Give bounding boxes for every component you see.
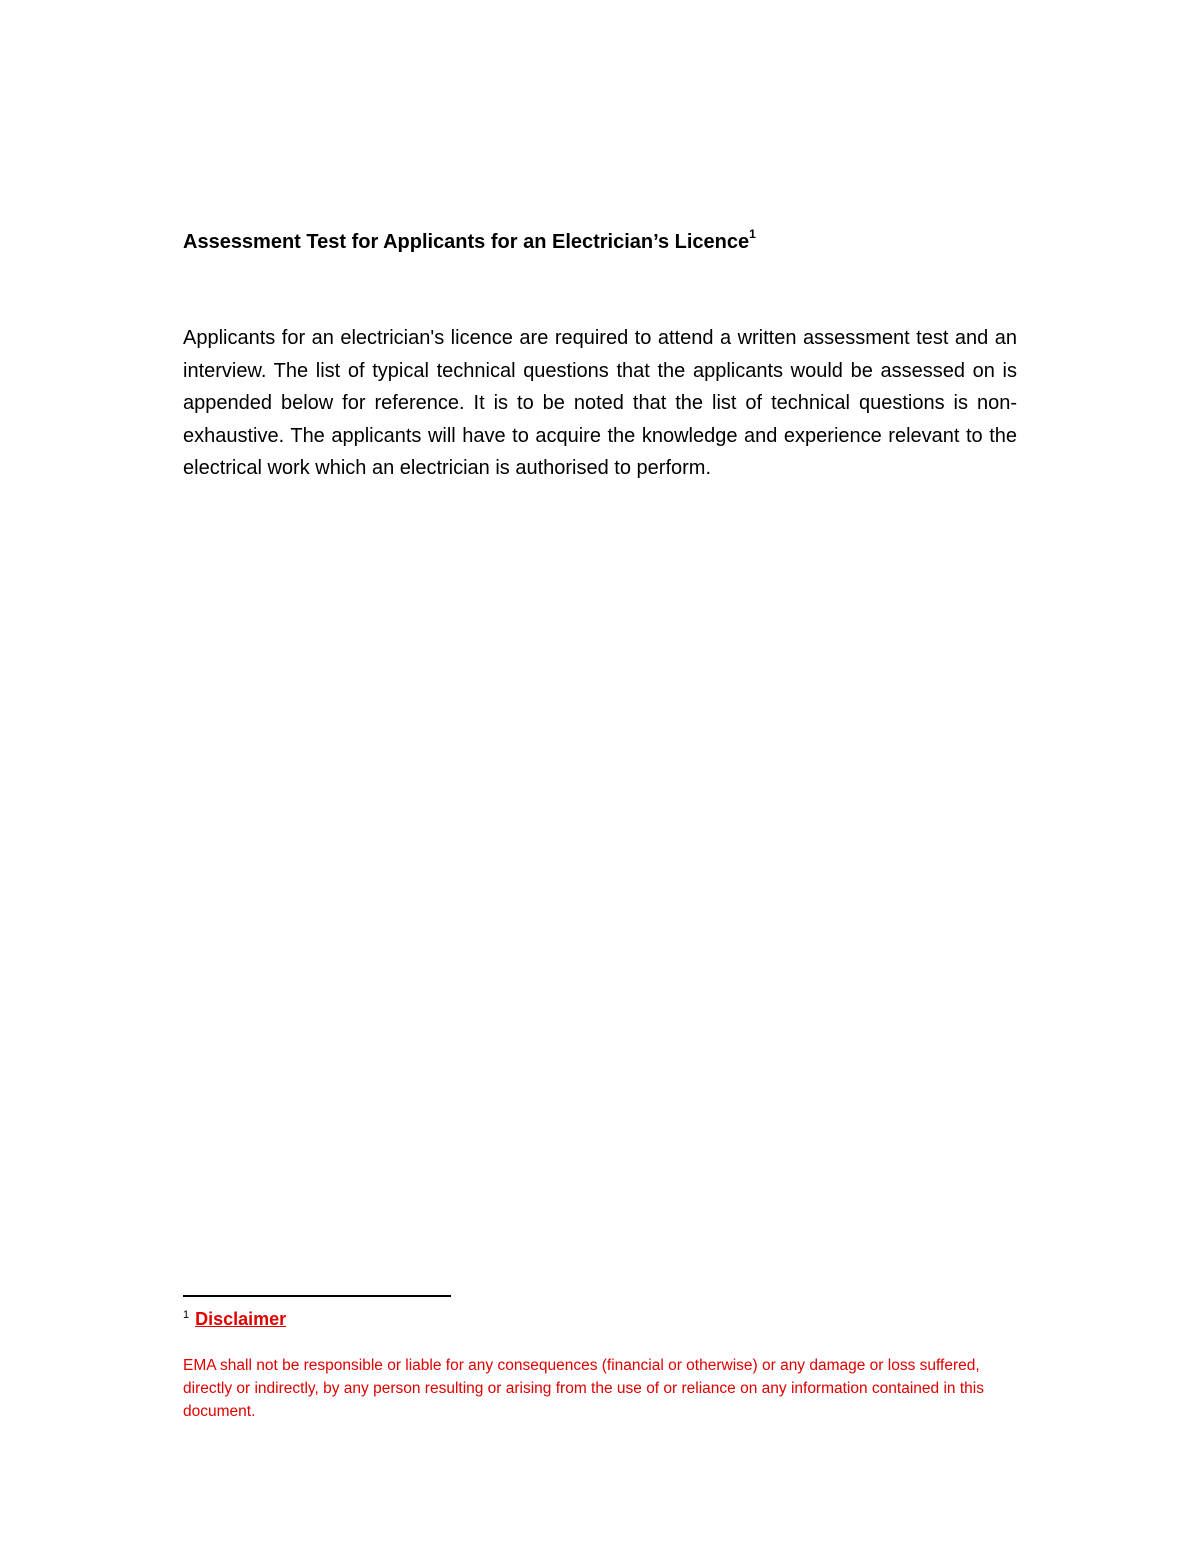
disclaimer-heading: Disclaimer: [195, 1309, 287, 1329]
footnote-number: 1: [183, 1309, 190, 1321]
document-title: [183, 228, 1023, 256]
title-footnote-reference[interactable]: 1: [749, 227, 756, 242]
document-title-text: Assessment Test for Applicants for an Electrician’s Licence: [183, 231, 750, 253]
footnote-separator: [183, 1295, 451, 1297]
intro-paragraph: Applicants for an electrician's licence are required to attend a written assessment test and an interview. The list of typical technical questions that the applicants would be assessed on is appended below for reference. It is to be noted that the list of technical questions is non-exhaustive. The applicants will have to acquire the knowledge and experience relevant to the electrical work which an electrician is authorised to perform.: [183, 327, 1017, 479]
footnote-heading: [183, 1306, 286, 1332]
disclaimer-text: EMA shall not be responsible or liable for any consequences (financial or otherwise) or any damage or loss suffered, directly or indirectly, by any person resulting or arising from the use of or reliance on any information contained in this document.: [183, 1357, 984, 1420]
